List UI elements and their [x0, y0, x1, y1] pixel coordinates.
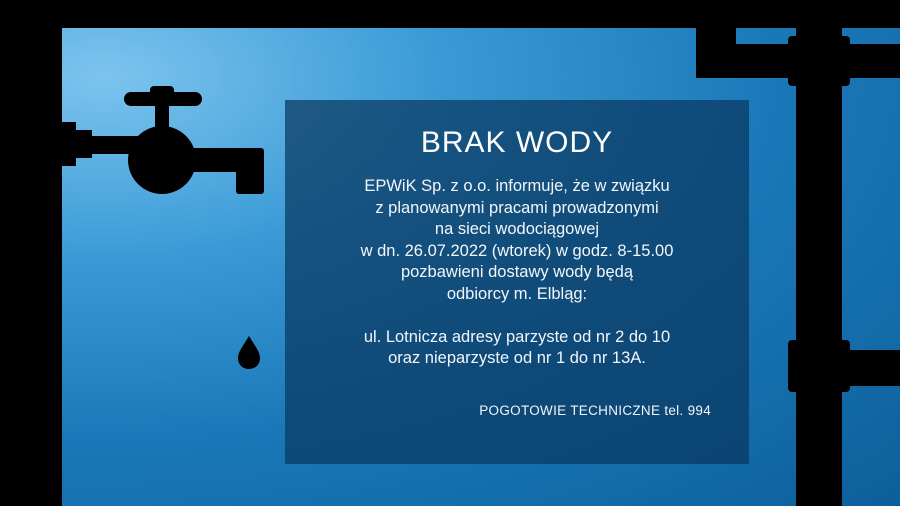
emergency-contact: POGOTOWIE TECHNICZNE tel. 994: [479, 403, 711, 418]
notice-line: EPWiK Sp. z o.o. informuje, że w związku: [364, 177, 670, 195]
notice-line: pozbawieni dostawy wody będą: [400, 263, 634, 281]
notice-line: odbiorcy m. Elbląg:: [446, 284, 588, 303]
notice-line: na sieci wodociągowej: [434, 220, 600, 238]
notice-body: [285, 176, 749, 370]
notice-spacer: [285, 305, 749, 327]
notice-panel: [285, 100, 749, 464]
notice-line: z planowanymi pracami prowadzonymi: [375, 198, 659, 217]
faucet-icon: [0, 86, 264, 194]
water-drop-icon: [238, 336, 260, 369]
notice-line: w dn. 26.07.2022 (wtorek) w godz. 8-15.00: [360, 241, 674, 260]
notice-title: BRAK WODY: [420, 126, 614, 159]
pipe-joint-upper: [788, 36, 850, 86]
address-line: ul. Lotnicza adresy parzyste od nr 2 do 10: [363, 327, 671, 346]
pipe-joint-lower: [788, 340, 850, 392]
address-line: oraz nieparzyste od nr 1 do nr 13A.: [388, 349, 646, 367]
